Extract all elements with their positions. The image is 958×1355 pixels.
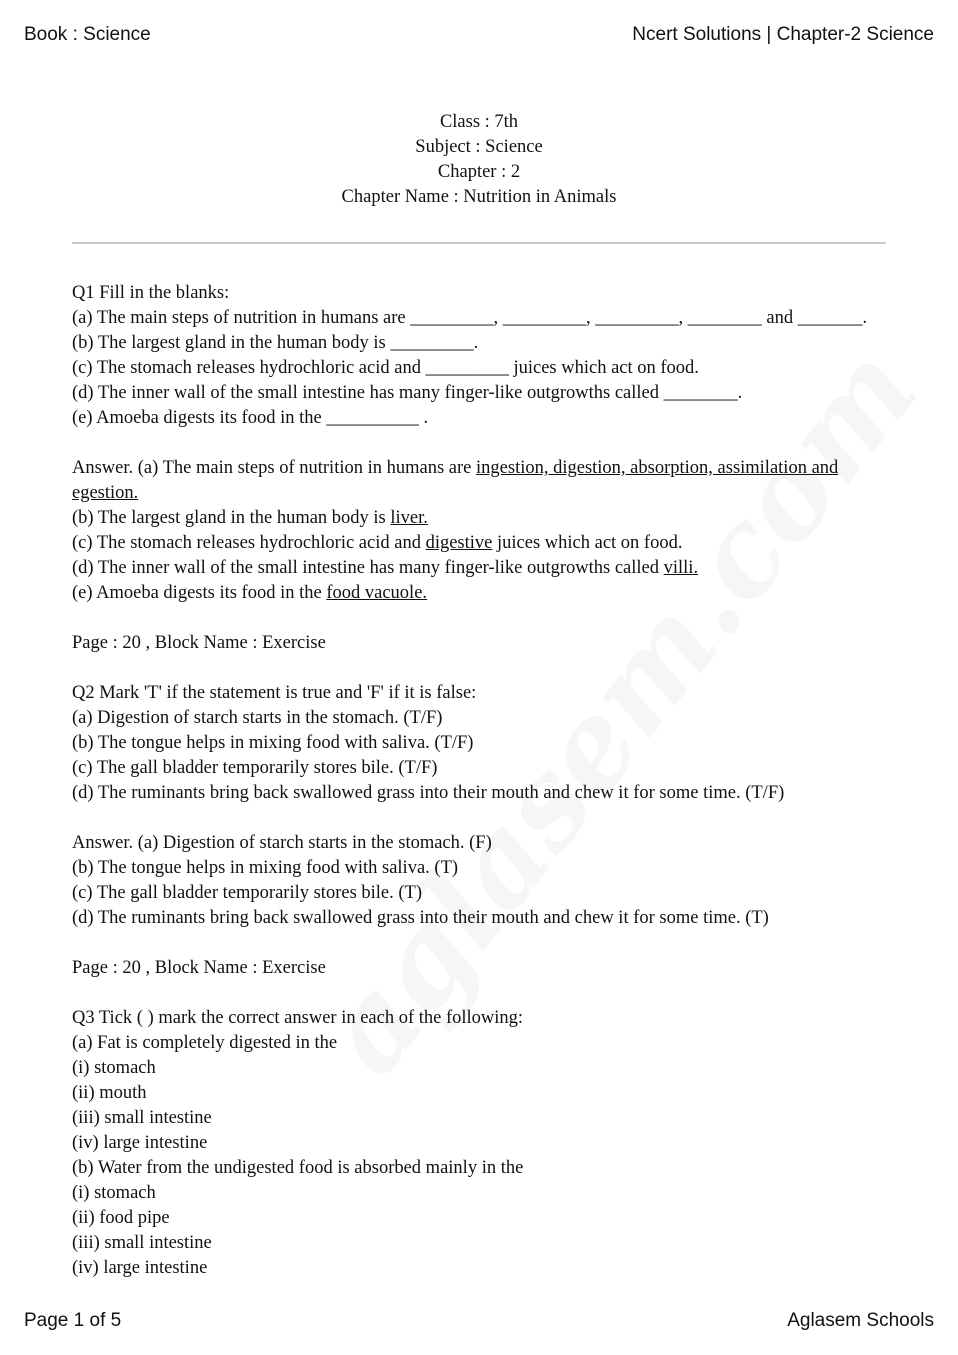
content-block <box>72 681 887 806</box>
document-body <box>72 281 887 1306</box>
text-segment: (iv) large intestine <box>72 1133 208 1153</box>
text-segment: Q3 Tick ( ) mark the correct answer in each of the following: <box>72 1008 524 1028</box>
text-segment: (c) The gall bladder temporarily stores bile. (T) <box>72 883 423 903</box>
text-segment: (iii) small intestine <box>72 1108 212 1128</box>
text-segment: (ii) food pipe <box>72 1208 170 1228</box>
text-segment: Answer. (a) Digestion of starch starts in the stomach. (F) <box>72 833 492 853</box>
text-line <box>72 1056 887 1081</box>
text-line <box>72 506 887 531</box>
text-line <box>72 881 887 906</box>
text-line <box>72 556 887 581</box>
text-line <box>72 706 887 731</box>
text-line <box>72 1156 887 1181</box>
text-line <box>72 456 887 506</box>
text-segment: Q1 Fill in the blanks: <box>72 283 230 303</box>
content-block <box>72 831 887 931</box>
text-segment: (d) The ruminants bring back swallowed grass into their mouth and chew it for some time. (T) <box>72 908 769 928</box>
chapter-line: Chapter : 2 <box>437 162 521 182</box>
text-segment: (d) The inner wall of the small intestine has many finger-like outgrowths called ________. <box>72 383 743 403</box>
text-segment: (c) The stomach releases hydrochloric acid and _________ juices which act on food. <box>72 358 699 378</box>
answer-text: villi. <box>663 558 699 578</box>
text-segment: Page : 20 , Block Name : Exercise <box>72 958 326 978</box>
text-line <box>72 681 887 706</box>
page-number: Page 1 of 5 <box>24 1310 122 1331</box>
text-segment: (ii) mouth <box>72 1083 147 1103</box>
text-line <box>72 831 887 856</box>
text-segment: (d) The ruminants bring back swallowed grass into their mouth and chew it for some time. (T/F) <box>72 783 785 803</box>
text-line <box>72 1131 887 1156</box>
text-line <box>72 1256 887 1281</box>
footer-publisher: Aglasem Schools <box>787 1310 934 1331</box>
text-line <box>72 906 887 931</box>
text-segment: (b) Water from the undigested food is absorbed mainly in the <box>72 1158 524 1178</box>
text-line <box>72 531 887 556</box>
text-line <box>72 381 887 406</box>
text-segment: (a) Fat is completely digested in the <box>72 1033 338 1053</box>
subject-line: Subject : Science <box>415 137 543 157</box>
text-segment: (a) The main steps of nutrition in humans are _________, _________, _________, ________ and _______. <box>72 308 868 328</box>
chapter-name-line: Chapter Name : Nutrition in Animals <box>341 187 617 207</box>
header-book-label: Book : Science <box>24 24 151 45</box>
text-segment: juices which act on food. <box>492 533 683 553</box>
content-block <box>72 956 887 981</box>
content-block <box>72 456 887 606</box>
text-line <box>72 1106 887 1131</box>
text-segment: (e) Amoeba digests its food in the __________ . <box>72 408 429 428</box>
text-segment: (e) Amoeba digests its food in the <box>72 583 327 603</box>
document-title-block <box>0 110 958 210</box>
class-line: Class : 7th <box>439 112 519 132</box>
text-line <box>72 1231 887 1256</box>
answer-text: ingestion, digestion, absorption, assimilation and egestion. <box>72 458 839 503</box>
text-segment: (i) stomach <box>72 1058 156 1078</box>
text-line <box>72 1031 887 1056</box>
text-segment: (a) Digestion of starch starts in the stomach. (T/F) <box>72 708 443 728</box>
header-chapter-label: Ncert Solutions | Chapter-2 Science <box>632 24 934 45</box>
text-line <box>72 406 887 431</box>
text-line <box>72 1081 887 1106</box>
answer-text: food vacuole. <box>326 583 428 603</box>
text-line <box>72 756 887 781</box>
text-line <box>72 281 887 306</box>
content-block <box>72 281 887 431</box>
text-line <box>72 1181 887 1206</box>
text-segment: (c) The gall bladder temporarily stores bile. (T/F) <box>72 758 438 778</box>
text-segment: Answer. (a) The main steps of nutrition in humans are <box>72 458 477 478</box>
text-line <box>72 1206 887 1231</box>
text-line <box>72 356 887 381</box>
answer-text: digestive <box>425 533 493 553</box>
text-line <box>72 956 887 981</box>
text-segment: Page : 20 , Block Name : Exercise <box>72 633 326 653</box>
text-line <box>72 856 887 881</box>
text-segment: (c) The stomach releases hydrochloric acid and <box>72 533 426 553</box>
text-segment: (d) The inner wall of the small intestine has many finger-like outgrowths called <box>72 558 664 578</box>
text-line <box>72 306 887 331</box>
text-line <box>72 581 887 606</box>
text-line <box>72 331 887 356</box>
text-segment: (b) The tongue helps in mixing food with saliva. (T) <box>72 858 459 878</box>
text-segment: (i) stomach <box>72 1183 156 1203</box>
text-line <box>72 781 887 806</box>
text-line <box>72 731 887 756</box>
text-segment: (b) The largest gland in the human body is _________. <box>72 333 479 353</box>
content-block <box>72 631 887 656</box>
answer-text: liver. <box>390 508 428 528</box>
text-segment: (iii) small intestine <box>72 1233 212 1253</box>
text-segment: Q2 Mark 'T' if the statement is true and 'F' if it is false: <box>72 683 477 703</box>
divider <box>72 242 886 244</box>
text-segment: (iv) large intestine <box>72 1258 208 1278</box>
text-line <box>72 1006 887 1031</box>
text-segment: (b) The largest gland in the human body is <box>72 508 391 528</box>
text-segment: (b) The tongue helps in mixing food with saliva. (T/F) <box>72 733 474 753</box>
content-block <box>72 1006 887 1281</box>
text-line <box>72 631 887 656</box>
